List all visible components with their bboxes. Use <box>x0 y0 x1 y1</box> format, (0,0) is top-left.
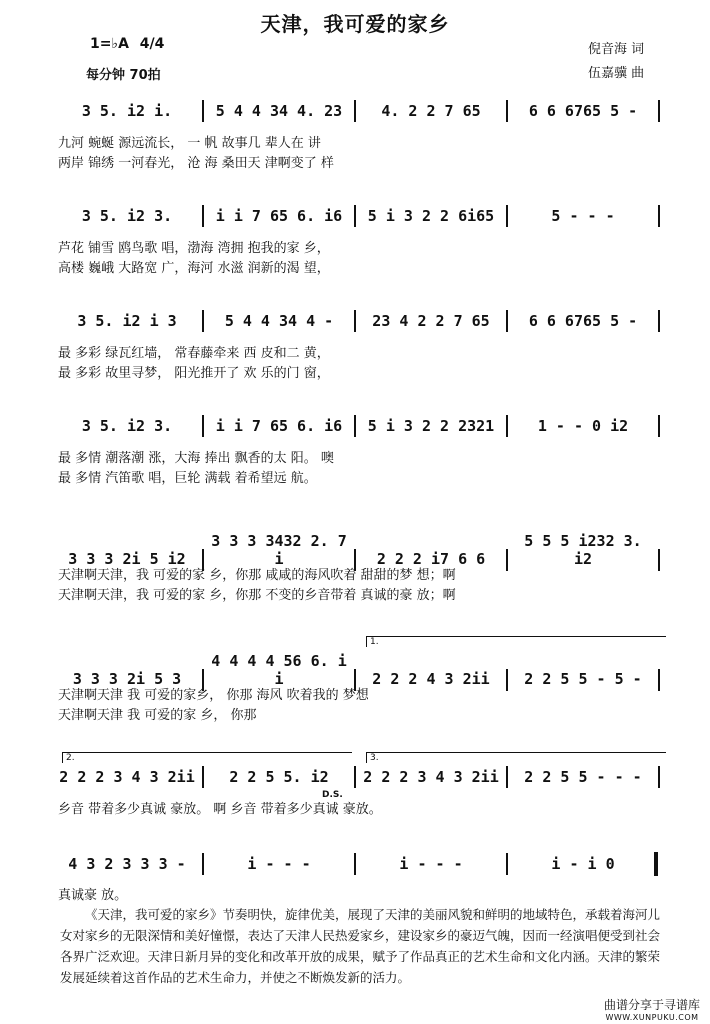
measure: 3 3 3 3432 2. 7 i <box>211 532 347 568</box>
notation-line <box>58 852 670 878</box>
measure: 2 2 2 3 4 3 2ii <box>59 767 195 786</box>
lyrics-verse-2: 最 多情 汽笛歌 唱，巨轮 满载 着希望远 航。 <box>58 471 317 486</box>
song-description: 《天津，我可爱的家乡》节奏明快，旋律优美，展现了天津的美丽风貌和鲜明的地域特色，承载着海河儿女对家乡的无限深情和美好憧憬，表达了天津人民热爱家乡，建设家乡的豪迈气魄，因而一经演唱便受到社会各界广泛欢迎。天津日新月异的变化和改革开放的成果，赋予了作品真正的艺术生命和文化内涵。天津的繁荣发展延续着这首作品的艺术生命力，并使之不断焕发新的活力。 <box>60 907 661 985</box>
barline <box>354 205 356 227</box>
watermark-url: WWW.XUNPUKU.COM <box>605 1013 699 1022</box>
measure: 2 2 2 i7 6 6 <box>376 550 486 568</box>
measure: 5 4 4 34 4. 23 <box>215 101 343 120</box>
barline <box>658 205 660 227</box>
barline <box>202 310 204 332</box>
notation-line <box>58 310 670 336</box>
tempo-marking: 每分钟 70拍 <box>86 68 161 83</box>
lyrics-verse-2: 高楼 巍峨 大路宽 广，海河 水滋 润新的渴 望， <box>58 261 330 276</box>
barline <box>658 310 660 332</box>
lyrics-verse-1: 天津啊天津，我 可爱的家 乡，你那 咸咸的海风吹着 甜甜的梦 想；啊 <box>58 568 456 583</box>
barline <box>506 205 508 227</box>
lyrics-verse-1: 九河 蜿蜒 源远流长， 一 帆 故事几 辈人在 讲 <box>58 136 321 151</box>
measure: 2 2 5 5 - - - <box>524 767 642 786</box>
final-barline <box>654 852 658 876</box>
lyrics-verse-1: 芦花 铺雪 鸥鸟歌 唱，渤海 湾拥 抱我的家 乡， <box>58 241 330 256</box>
song-title: 天津，我可爱的家乡 <box>260 12 450 36</box>
measure: i - - - <box>399 854 463 873</box>
lyrics-verse-1: 最 多情 潮落潮 涨，大海 捧出 飘香的太 阳。 噢 <box>58 451 334 466</box>
measure: 3 5. i2 3. <box>81 206 173 225</box>
measure: 6 6 6765 5 - <box>528 101 638 120</box>
measure: 5 i 3 2 2 6i65 <box>367 206 495 225</box>
measure: 3 5. i2 i. <box>81 101 173 120</box>
barline <box>202 853 204 875</box>
ds-marking: D.S. <box>322 790 343 800</box>
measure: 2 2 5 5 - 5 - <box>524 670 642 688</box>
measure: 4. 2 2 7 65 <box>381 101 481 120</box>
barline <box>506 415 508 437</box>
barline <box>202 415 204 437</box>
measure: i - - - <box>247 854 311 873</box>
measure: 5 4 4 34 4 - <box>224 311 334 330</box>
lyricist-credit: 倪音海 词 <box>588 42 645 57</box>
measure: 2 2 2 4 3 2ii <box>372 670 490 688</box>
lyrics-verse-1: 真诚豪 放。 <box>58 888 128 903</box>
barline <box>354 415 356 437</box>
lyrics-verse-2: 天津啊天津，我 可爱的家 乡，你那 不变的乡音带着 真诚的豪 放；啊 <box>58 588 456 603</box>
barline <box>202 205 204 227</box>
measure: 5 5 5 i232 3. i2 <box>524 532 642 568</box>
lyrics-verse-2: 天津啊天津 我 可爱的家 乡， 你那 <box>58 708 257 723</box>
barline <box>658 100 660 122</box>
notation-line <box>58 532 670 568</box>
time-signature: 4/4 <box>139 36 165 52</box>
notation-line <box>58 652 670 688</box>
measure: 3 3 3 2i 5 i2 <box>68 550 186 568</box>
measure: 1 - - 0 i2 <box>537 416 629 435</box>
barline <box>658 766 660 788</box>
notation-line <box>58 100 670 126</box>
notation-line <box>58 415 670 441</box>
watermark-text: 曲谱分享于寻谱库 <box>603 998 700 1012</box>
measure: 3 5. i2 3. <box>81 416 173 435</box>
lyrics-verse-1: 最 多彩 绿瓦红墙， 常春藤牵来 西 皮和二 黄， <box>58 346 330 361</box>
measure: 4 3 2 3 3 3 - <box>68 854 186 873</box>
barline <box>202 766 204 788</box>
measure: 2 2 2 3 4 3 2ii <box>363 767 499 786</box>
watermark <box>604 996 700 1022</box>
barline <box>506 853 508 875</box>
notation-line <box>58 766 670 792</box>
lyrics-verse-2 <box>58 818 670 838</box>
barline <box>506 100 508 122</box>
key-signature <box>90 36 164 52</box>
notation-line <box>58 205 670 231</box>
lyrics-verse-2: 两岸 锦绣 一河春光， 沧 海 桑田天 津啊变了 样 <box>58 156 334 171</box>
key-text: 1=♭A <box>90 36 129 52</box>
measure: i - i 0 <box>551 854 615 873</box>
measure: 5 - - - <box>551 206 615 225</box>
measure: 5 i 3 2 2 2321 <box>367 416 495 435</box>
measure: 4 4 4 4 56 6. i i <box>211 652 347 688</box>
lyrics-verse-1: 天津啊天津 我 可爱的家乡， 你那 海风 吹着我的 梦想 <box>58 688 369 703</box>
barline <box>202 100 204 122</box>
barline <box>506 310 508 332</box>
measure: i i 7 65 6. i6 <box>215 206 343 225</box>
barline <box>658 415 660 437</box>
measure: 3 5. i2 i 3 <box>77 311 177 330</box>
measure: 2 2 5 5. i2 <box>229 767 329 786</box>
measure: 6 6 6765 5 - <box>528 311 638 330</box>
composer-credit: 伍嘉骥 曲 <box>588 66 645 81</box>
barline <box>354 853 356 875</box>
barline <box>506 766 508 788</box>
barline <box>354 100 356 122</box>
measure: i i 7 65 6. i6 <box>215 416 343 435</box>
lyrics-verse-2: 最 多彩 故里寻梦， 阳光推开了 欢 乐的门 窗， <box>58 366 330 381</box>
barline <box>354 310 356 332</box>
barline <box>354 766 356 788</box>
measure: 23 4 2 2 7 65 <box>372 311 490 330</box>
measure: 3 3 3 2i 5 3 <box>72 670 182 688</box>
lyrics-verse-1: 乡音 带着多少真诚 豪放。 啊 乡音 带着多少真诚 豪放。 <box>58 802 382 817</box>
